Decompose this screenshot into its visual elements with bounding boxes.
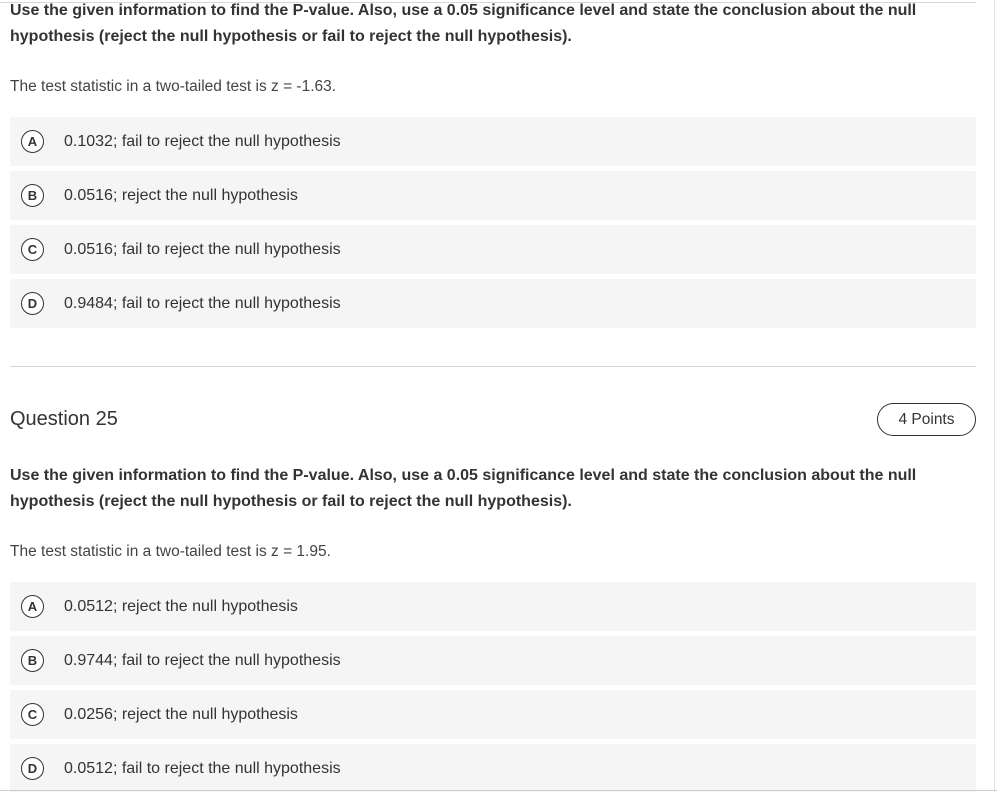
option-text: 0.0512; reject the null hypothesis [64,597,298,615]
option-letter-d: D [21,292,44,315]
question-24-option-d[interactable] [10,279,976,328]
option-letter-c: C [21,238,44,261]
option-text: 0.0256; reject the null hypothesis [64,705,298,723]
option-text: 0.1032; fail to reject the null hypothesis [64,132,341,150]
question-25 [10,463,976,515]
points-badge: 4 Points [877,403,976,436]
question-25-option-b[interactable] [10,636,976,685]
option-letter-b: B [21,184,44,207]
question-25-prompt: Use the given information to find the P-value. Also, use a 0.05 significance level and state the conclusion about the null hypothesis (reject the null hypothesis or fail to reject the null hypothesis). [10,467,917,510]
question-24-option-b[interactable] [10,171,976,220]
question-25-option-a[interactable] [10,582,976,631]
question-24-prompt: Use the given information to find the P-value. Also, use a 0.05 significance level and state the conclusion about the null hypothesis (reject the null hypothesis or fail to reject the null hypothesis). [10,2,917,45]
option-letter-c: C [21,703,44,726]
option-text: 0.9744; fail to reject the null hypothesis [64,651,341,669]
option-text: 0.0516; reject the null hypothesis [64,186,298,204]
question-24-statement: The test statistic in a two-tailed test is z = -1.63. [10,78,337,95]
question-24 [10,0,976,50]
question-divider [10,366,976,367]
option-letter-a: A [21,130,44,153]
question-25-option-c[interactable] [10,690,976,739]
option-text: 0.9484; fail to reject the null hypothesis [64,294,341,312]
question-25-statement: The test statistic in a two-tailed test is z = 1.95. [10,543,331,560]
option-letter-b: B [21,649,44,672]
option-letter-a: A [21,595,44,618]
option-text: 0.0516; fail to reject the null hypothesis [64,240,341,258]
question-24-option-a[interactable] [10,117,976,166]
question-25-title: Question 25 [10,408,118,430]
question-25-option-d[interactable] [10,744,976,792]
bottom-divider [0,790,997,791]
option-letter-d: D [21,757,44,780]
scroll-edge [994,0,995,792]
question-24-option-c[interactable] [10,225,976,274]
option-text: 0.0512; fail to reject the null hypothesis [64,759,341,777]
